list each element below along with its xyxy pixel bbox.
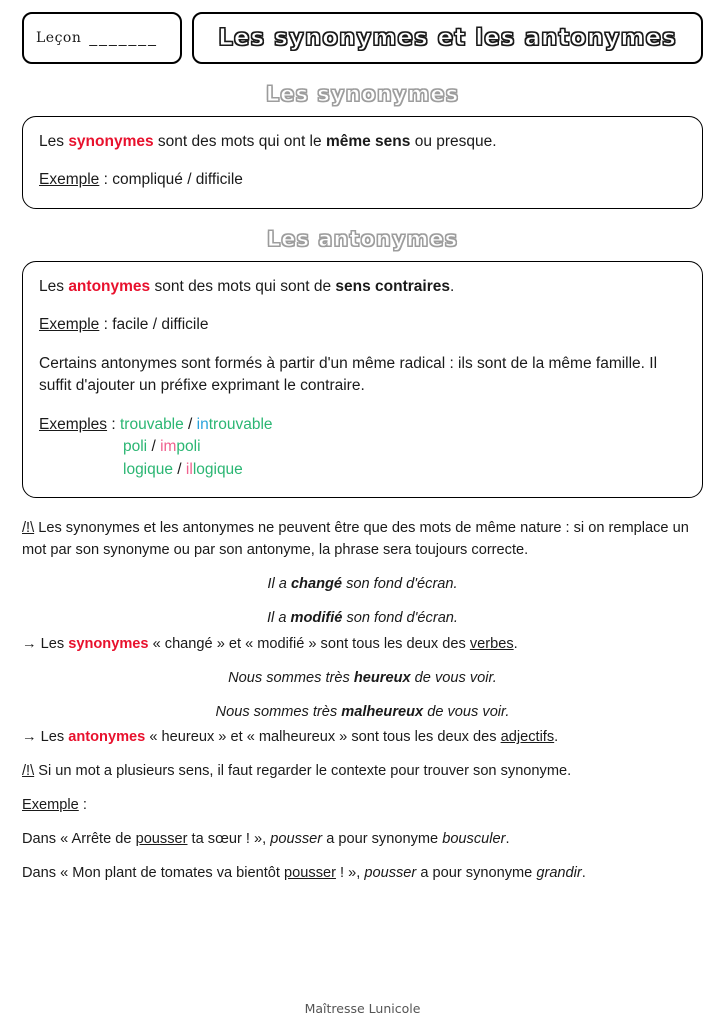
ant-def-emphasis: sens contraires: [335, 277, 450, 295]
pair-0-right: trouvable: [208, 415, 273, 433]
context-example-label-text: Exemple: [22, 797, 79, 814]
case2-italic-1: pousser: [364, 865, 417, 882]
ex1-conclusion: [22, 634, 703, 656]
ex2-s1-a: Nous sommes très: [228, 669, 354, 686]
context-case-2: [22, 863, 703, 885]
antonymes-example: [39, 314, 686, 336]
ex2-arrow-underline: adjectifs: [500, 729, 555, 746]
ex1-s2-b: son fond d'écran.: [342, 609, 458, 626]
notes-section: [22, 518, 703, 885]
ex1-arrow-underline: verbes: [469, 635, 514, 652]
syn-example-text: : compliqué / difficile: [99, 171, 243, 189]
pair-1-prefix: im: [160, 438, 177, 456]
ex2-s1-b: de vous voir.: [410, 669, 497, 686]
antonymes-paragraph: Certains antonymes sont formés à partir d'un même radical : ils sont de la même famille. Il suffit d'ajouter un préfixe exprimant le contraire.: [39, 354, 658, 395]
syn-def-part3: ou presque.: [410, 133, 497, 150]
ex2-conclusion: [22, 727, 703, 749]
ex2-s2-a: Nous sommes très: [215, 703, 342, 720]
case1-b: ta sœur ! »,: [187, 831, 271, 848]
ex2-keyword: antonymes: [68, 729, 146, 746]
example-group-1: [22, 574, 703, 656]
lesson-label: Leçon: [36, 30, 82, 46]
case2-b: ! »,: [335, 865, 365, 882]
context-case-1: [22, 829, 703, 851]
syn-def-emphasis: même sens: [325, 133, 411, 150]
ant-examples-label: Exemples: [39, 415, 108, 433]
ex2-s1-bold: heureux: [353, 669, 411, 686]
ex1-s2-bold: modifié: [290, 609, 343, 626]
ant-example-text: : facile / difficile: [99, 316, 209, 334]
ant-keyword: antonymes: [68, 277, 151, 295]
page-title: Les synonymes et les antonymes: [218, 25, 677, 51]
ex1-s1-a: Il a: [267, 576, 291, 592]
ex1-sentence-2: [22, 608, 703, 630]
warning-1-text: Les synonymes et les antonymes ne peuvent être que des mots de même nature : si on remplace un mot par son synonyme ou par son antonyme, la phrase sera toujours correcte.: [22, 520, 689, 559]
synonymes-example: [39, 169, 686, 191]
pair-0-left: trouvable: [119, 415, 184, 433]
case2-c: a pour synonyme: [416, 865, 537, 882]
case1-d: .: [505, 831, 510, 848]
antonymes-examples-list: Exemples : trouvable / introuvable poli / impoli logique / illogique: [39, 415, 273, 478]
ex1-keyword: synonymes: [68, 635, 149, 652]
ex1-s1-bold: changé: [290, 576, 343, 592]
ant-example-label: Exemple: [39, 316, 100, 334]
syn-keyword: synonymes: [68, 133, 154, 150]
syn-def-part2: sont des mots qui ont le: [153, 133, 326, 150]
ex1-arrow-b: « changé » et « modifié » sont tous les deux des: [148, 635, 470, 652]
pair-2-right: logique: [192, 460, 243, 478]
case2-italic-2: grandir: [536, 865, 582, 882]
context-example-label: [22, 795, 703, 817]
syn-example-label: Exemple: [39, 171, 100, 189]
ant-def-part3: .: [450, 277, 455, 295]
pair-1-right: poli: [176, 438, 201, 456]
pair-2-left: logique: [123, 460, 173, 478]
antonymes-definition: [39, 276, 686, 298]
section-heading-antonymes: Les antonymes: [266, 226, 459, 251]
pair-1-left: poli: [123, 438, 148, 456]
warning-icon-2: /!\: [22, 763, 35, 780]
ex2-sentence-2: [22, 702, 703, 724]
warning-2-text: Si un mot a plusieurs sens, il faut regarder le contexte pour trouver son synonyme.: [34, 763, 572, 780]
ex2-arrow-b: « heureux » et « malheureux » sont tous les deux des: [145, 729, 501, 746]
ant-def-part2: sont des mots qui sont de: [150, 277, 336, 295]
pair-0-prefix: in: [196, 415, 209, 433]
ex2-sentence-1: [22, 668, 703, 690]
warning-icon-1: /!\: [22, 520, 35, 537]
ant-examples-colon: :: [107, 415, 120, 433]
case2-d: .: [581, 865, 586, 882]
ex2-arrow-c: .: [554, 729, 559, 746]
synonymes-definition: [39, 131, 686, 153]
pair-2-prefix: il: [185, 460, 193, 478]
lesson-blank: _______: [89, 30, 158, 46]
ex1-s1-b: son fond d'écran.: [342, 576, 458, 592]
warning-1: [22, 518, 703, 562]
case2-a: Dans « Mon plant de tomates va bientôt: [22, 865, 285, 882]
ex1-s2-a: Il a: [267, 609, 291, 626]
case1-underlined: pousser: [135, 831, 188, 848]
ex1-arrow-a: → Les: [22, 635, 69, 652]
ex2-arrow-a: → Les: [22, 729, 69, 746]
page-header: [22, 12, 703, 64]
ex2-s2-b: de vous voir.: [423, 703, 510, 720]
case2-underlined: pousser: [284, 865, 336, 882]
ex1-arrow-c: .: [513, 635, 518, 652]
ex2-s2-bold: malheureux: [341, 703, 424, 720]
ex1-sentence-1: [22, 574, 703, 596]
footer-credit: Maîtresse Lunicole: [304, 1001, 421, 1016]
case1-c: a pour synonyme: [322, 831, 443, 848]
context-example-colon: :: [78, 797, 87, 814]
warning-2: [22, 761, 703, 783]
title-box: [192, 12, 703, 64]
synonymes-box: [22, 116, 703, 209]
case1-italic-1: pousser: [270, 831, 323, 848]
section-heading-synonymes: Les synonymes: [265, 82, 460, 106]
case1-a: Dans « Arrête de: [22, 831, 136, 848]
case1-italic-2: bousculer: [442, 831, 506, 848]
antonymes-box: [22, 261, 703, 498]
example-group-2: [22, 668, 703, 750]
lesson-number-box: [22, 12, 182, 64]
syn-def-part1: Les: [39, 133, 69, 150]
ant-def-part1: Les: [39, 277, 69, 295]
